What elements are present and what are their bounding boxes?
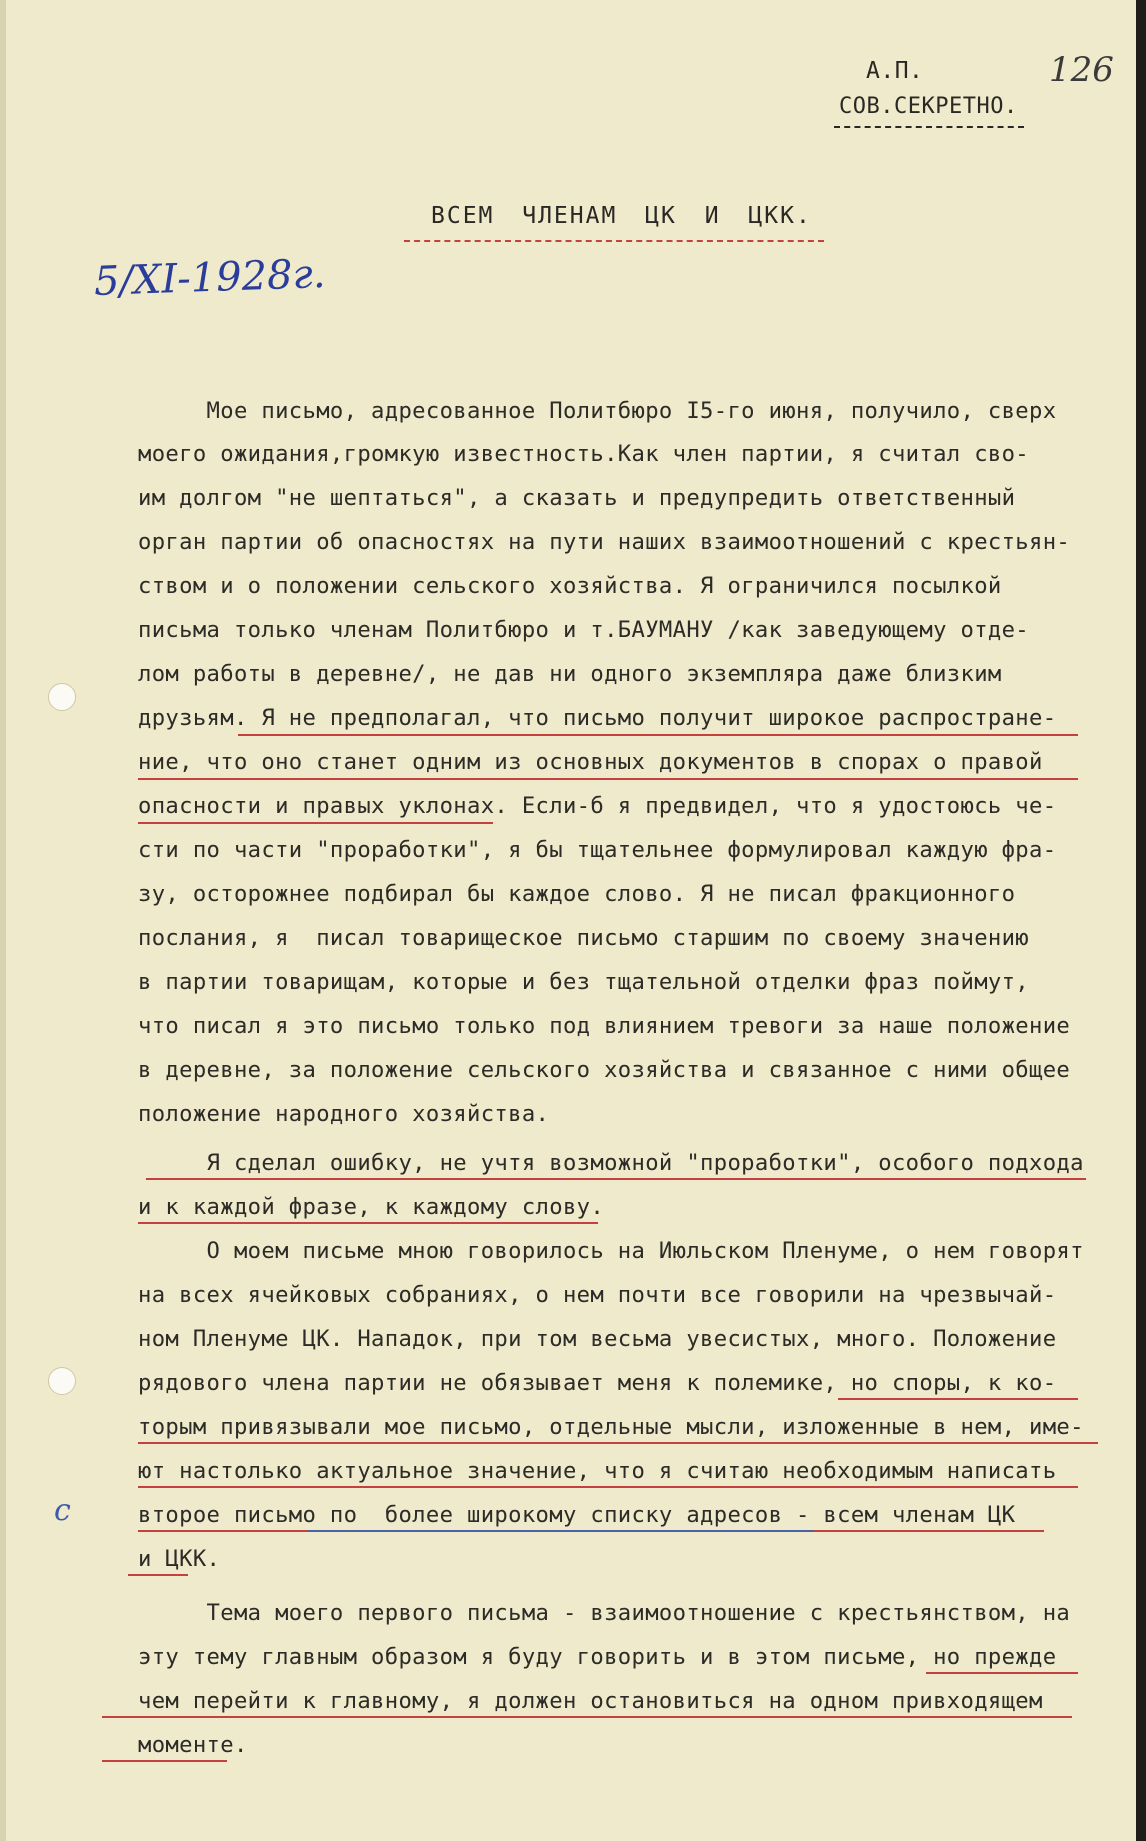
text-line: опасности и правых уклонах. Если-б я предвидел, что я удостоюсь че- (138, 793, 1057, 819)
red-underline (102, 1760, 227, 1762)
classification-label: СОВ.СЕКРЕТНО. (839, 94, 1018, 119)
red-underline (926, 1672, 1078, 1674)
text-line: ном Пленуме ЦК. Нападок, при том весьма увесистых, много. Положение (138, 1326, 1057, 1352)
text-line: им долгом "не шептаться", а сказать и предупредить ответственный (138, 485, 1016, 511)
text-line: чем перейти к главному, я должен остановиться на одном привходящем (138, 1688, 1043, 1714)
text-line: и к каждой фразе, к каждому слову. (138, 1194, 605, 1220)
text-line: в партии товарищам, которые и без тщательной отделки фраз поймут, (138, 969, 1030, 995)
text-line: Мое письмо, адресованное Политбюро I5-го июня, получило, сверх (138, 398, 1057, 424)
red-underline (138, 1222, 598, 1224)
red-underline (138, 1530, 308, 1532)
red-underline (138, 822, 493, 824)
text-line: эту тему главным образом я буду говорить и в этом письме, но прежде (138, 1644, 1057, 1670)
text-line: Тема моего первого письма - взаимоотношение с крестьянством, на (138, 1600, 1071, 1626)
text-line: друзьям. Я не предполагал, что письмо получит широкое распростране- (138, 705, 1057, 731)
text-line: ством и о положении сельского хозяйства. Я ограничился посылкой (138, 573, 1002, 599)
red-underline (138, 1486, 1078, 1488)
text-line: Я сделал ошибку, не учтя возможной "проработки", особого подхода (138, 1150, 1084, 1176)
margin-mark: c (54, 1493, 71, 1528)
punch-hole (48, 683, 76, 711)
text-line: орган партии об опасностях на пути наших взаимоотношений с крестьян- (138, 529, 1071, 555)
blue-underline (308, 1530, 814, 1532)
red-underline (814, 1530, 1044, 1532)
red-underline (238, 734, 1078, 736)
document-title: ВСЕМ ЧЛЕНАМ ЦК И ЦКК. (431, 203, 812, 229)
red-underline (128, 1574, 188, 1576)
text-line: лом работы в деревне/, не дав ни одного экземпляра даже близким (138, 661, 1002, 687)
text-line: и ЦКК. (138, 1546, 221, 1572)
handwritten-date: 5/XI-1928г. (93, 250, 327, 306)
text-line: послания, я писал товарищеское письмо старшим по своему значению (138, 925, 1030, 951)
archive-code: А.П. (866, 58, 924, 84)
text-line: торым привязывали мое письмо, отдельные мысли, изложенные в нем, име- (138, 1414, 1084, 1440)
classification-underline (834, 126, 1024, 128)
red-underline (146, 1178, 1086, 1180)
text-line: положение народного хозяйства. (138, 1101, 550, 1127)
text-line: второе письмо по более широкому списку адресов - всем членам ЦК (138, 1502, 1016, 1528)
red-underline (138, 778, 1078, 780)
red-underline (138, 1442, 1098, 1444)
text-line: сти по части "проработки", я бы тщательнее формулировал каждую фра- (138, 837, 1057, 863)
text-line: письма только членам Политбюро и т.БАУМАНУ /как заведующему отде- (138, 617, 1030, 643)
text-line: ют настолько актуальное значение, что я считаю необходимым написать (138, 1458, 1057, 1484)
text-line: моего ожидания,громкую известность.Как член партии, я считал сво- (138, 441, 1030, 467)
text-line: рядового члена партии не обязывает меня к полемике, но споры, к ко- (138, 1370, 1057, 1396)
text-line: ние, что оно станет одним из основных документов в спорах о правой (138, 749, 1043, 775)
folio-number: 126 (1049, 50, 1114, 90)
red-underline (102, 1716, 1072, 1718)
text-line: в деревне, за положение сельского хозяйства и связанное с ними общее (138, 1057, 1071, 1083)
punch-hole (48, 1367, 76, 1395)
red-underline (838, 1398, 1078, 1400)
text-line: что писал я это письмо только под влиянием тревоги за наше положение (138, 1013, 1071, 1039)
title-underline (404, 240, 824, 242)
text-line: на всех ячейковых собраниях, о нем почти все говорили на чрезвычай- (138, 1282, 1057, 1308)
text-line: О моем письме мною говорилось на Июльском Пленуме, о нем говорят (138, 1238, 1084, 1264)
text-line: моменте. (138, 1732, 248, 1758)
text-line: зу, осторожнее подбирал бы каждое слово. Я не писал фракционного (138, 881, 1016, 907)
